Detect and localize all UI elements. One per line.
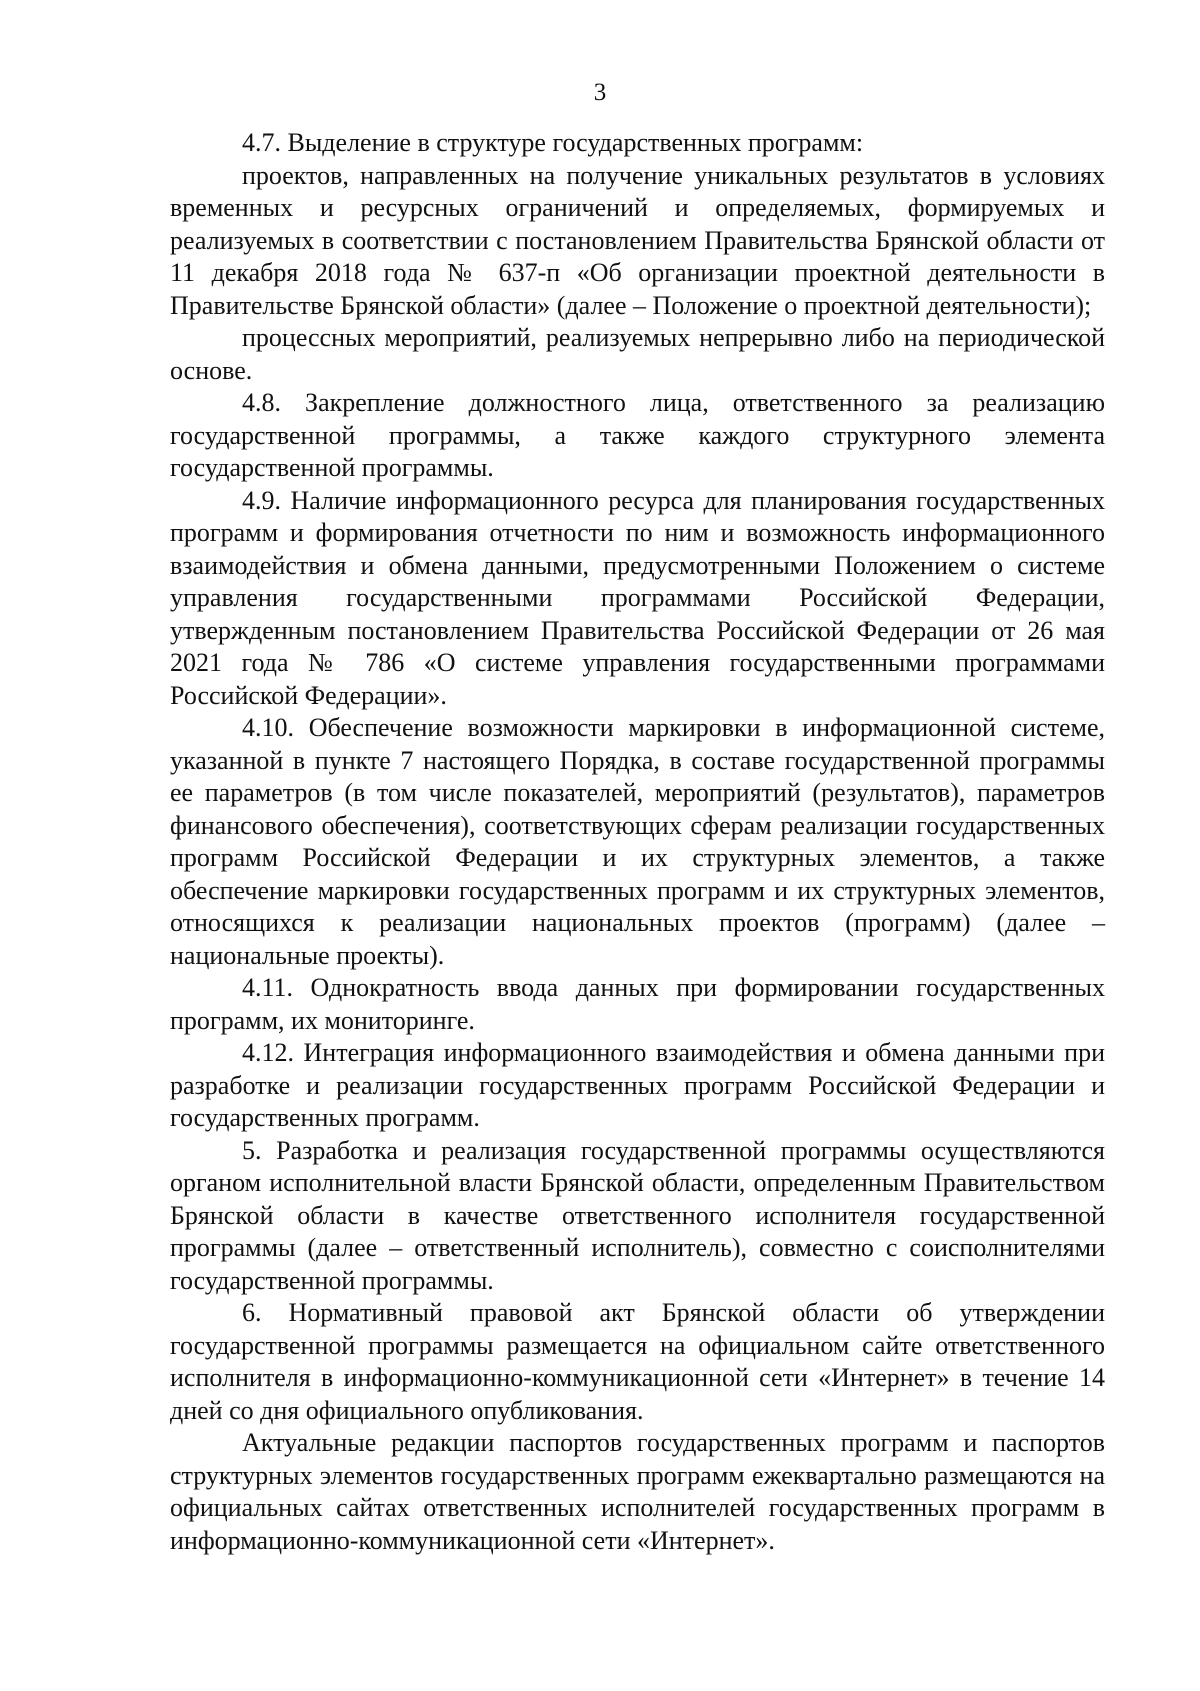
paragraph-4-12: 4.12. Интеграция информационного взаимодействия и обмена данными при разработке и реализации государственных программ Российской Федерации и государственных программ. xyxy=(170,1038,1105,1132)
paragraph-5: 5. Разработка и реализация государственной программы осуществляются органом исполнительной власти Брянской области, определенным Правительством Брянской области в качестве ответственного исполнителя государственной программы (далее – ответственный исполнитель), совместно с соисполнителями государственной программы. xyxy=(170,1135,1105,1295)
paragraph-4-9: 4.9. Наличие информационного ресурса для планирования государственных программ и формирования отчетности по ним и возможность информационного взаимодействия и обмена данными, предусмотренными Положением о системе управления государственными программами Российской Федерации, утвержденным постановлением Правительства Российской Федерации от 26 мая 2021 года № 786 «О системе управления государственными программами Российской Федерации». xyxy=(170,485,1105,710)
paragraph-4-10: 4.10. Обеспечение возможности маркировки в информационной системе, указанной в пункте 7 настоящего Порядка, в составе государственной программы ее параметров (в том числе показателей, мероприятий (результатов), параметров финансового обеспечения), соответствующих сферам реализации государственных программ Российской Федерации и их структурных элементов, а также обеспечение маркировки государственных программ и их структурных элементов, относящихся к реализации национальных проектов (программ) (далее – национальные проекты). xyxy=(170,713,1105,970)
paragraph-projects: проектов, направленных на получение уникальных результатов в условиях временных и ресурсных ограничений и определяемых, формируемых и реализуемых в соответствии с постановлением Правительства Брянской области от 11 декабря 2018 года № 637-п «Об организации проектной деятельности в Правительстве Брянской области» (далее – Положение о проектной деятельности); xyxy=(170,160,1105,320)
paragraph-4-8: 4.8. Закрепление должностного лица, ответственного за реализацию государственной программы, а также каждого структурного элемента государственной программы. xyxy=(170,388,1105,482)
document-body xyxy=(170,127,1105,1557)
paragraph-passports: Актуальные редакции паспортов государственных программ и паспортов структурных элементов государственных программ ежеквартально размещаются на официальных сайтах ответственных исполнителей государственных программ в информационно-коммуникационной сети «Интернет». xyxy=(170,1428,1105,1555)
paragraph-process-activities: процессных мероприятий, реализуемых непрерывно либо на периодической основе. xyxy=(170,323,1105,385)
paragraph-6: 6. Нормативный правовой акт Брянской области об утверждении государственной программы размещается на официальном сайте ответственного исполнителя в информационно-коммуникационной сети «Интернет» в течение 14 дней со дня официального опубликования. xyxy=(170,1298,1105,1425)
page-number: 3 xyxy=(593,79,607,106)
paragraph-4-7: 4.7. Выделение в структуре государственных программ: xyxy=(242,128,864,157)
paragraph-4-11: 4.11. Однократность ввода данных при формировании государственных программ, их мониторинге. xyxy=(170,973,1105,1035)
